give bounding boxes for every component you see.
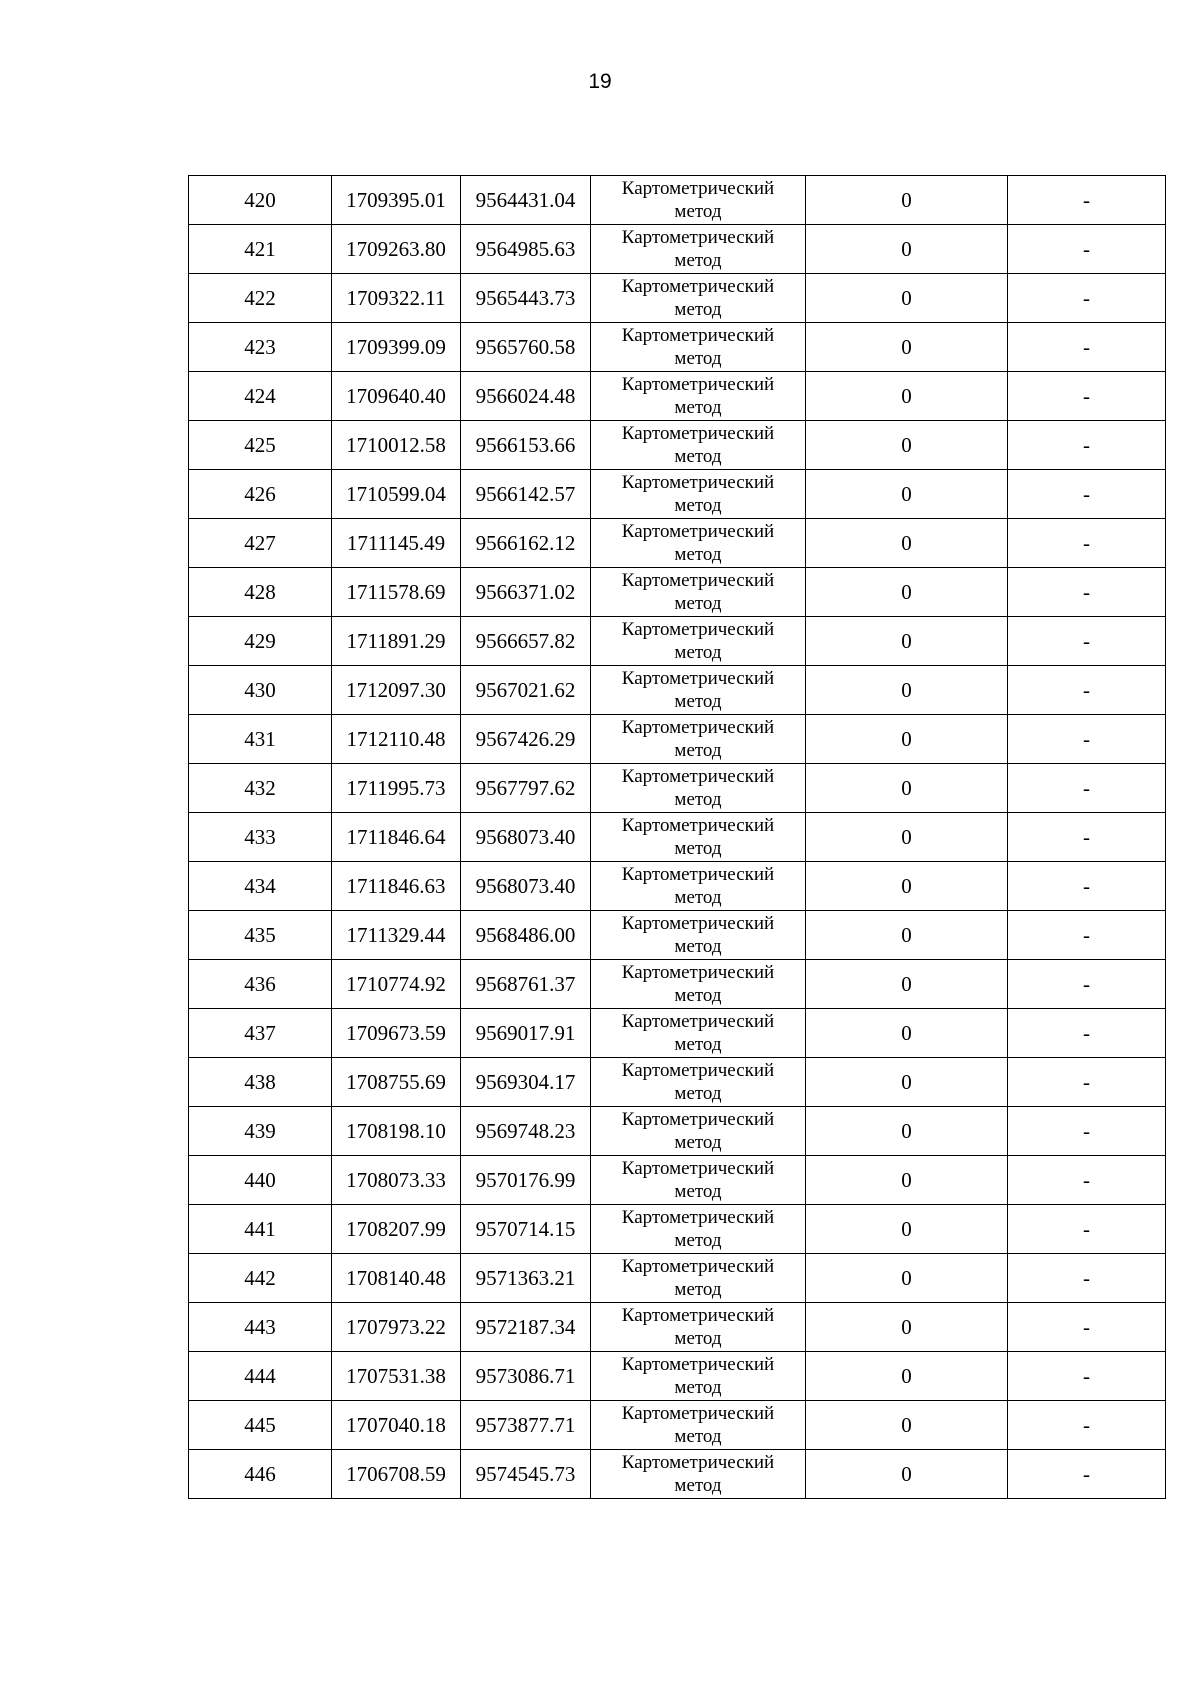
point-number-cell: 446 [189,1450,332,1499]
point-number-cell: 442 [189,1254,332,1303]
error-cell: 0 [806,1401,1008,1450]
x-coordinate-cell: 1712110.48 [332,715,461,764]
point-number-cell: 434 [189,862,332,911]
point-number-cell: 439 [189,1107,332,1156]
point-number-cell: 429 [189,617,332,666]
y-coordinate-cell: 9566371.02 [461,568,591,617]
method-cell [591,1401,806,1450]
method-line: метод [674,1377,722,1398]
table-row [189,1303,1166,1352]
method-cell [591,764,806,813]
table-row [189,1450,1166,1499]
note-cell: - [1008,421,1166,470]
note-cell: - [1008,715,1166,764]
method-cell [591,421,806,470]
method-line: Картометрический [621,276,775,297]
x-coordinate-cell: 1711846.63 [332,862,461,911]
y-coordinate-cell: 9573086.71 [461,1352,591,1401]
y-coordinate-cell: 9565760.58 [461,323,591,372]
point-number-cell: 437 [189,1009,332,1058]
method-line: метод [674,446,722,467]
x-coordinate-cell: 1710774.92 [332,960,461,1009]
method-line: Картометрический [621,1060,775,1081]
method-cell [591,1156,806,1205]
method-line: Картометрический [621,766,775,787]
table-row [189,960,1166,1009]
method-line: Картометрический [621,1011,775,1032]
table-row [189,372,1166,421]
method-line: метод [674,642,722,663]
x-coordinate-cell: 1709640.40 [332,372,461,421]
note-cell: - [1008,519,1166,568]
error-cell: 0 [806,568,1008,617]
y-coordinate-cell: 9574545.73 [461,1450,591,1499]
table-row [189,862,1166,911]
x-coordinate-cell: 1708755.69 [332,1058,461,1107]
error-cell: 0 [806,421,1008,470]
table-row [189,764,1166,813]
method-line: метод [674,348,722,369]
table-row [189,470,1166,519]
error-cell: 0 [806,1156,1008,1205]
note-cell: - [1008,372,1166,421]
method-cell [591,225,806,274]
method-line: метод [674,1475,722,1496]
y-coordinate-cell: 9573877.71 [461,1401,591,1450]
method-cell [591,1254,806,1303]
method-cell [591,1107,806,1156]
error-cell: 0 [806,1303,1008,1352]
x-coordinate-cell: 1708073.33 [332,1156,461,1205]
method-line: метод [674,1230,722,1251]
error-cell: 0 [806,862,1008,911]
note-cell: - [1008,274,1166,323]
point-number-cell: 432 [189,764,332,813]
point-number-cell: 423 [189,323,332,372]
method-line: метод [674,544,722,565]
coordinates-table-body [189,176,1166,1499]
method-cell [591,1058,806,1107]
note-cell: - [1008,1156,1166,1205]
error-cell: 0 [806,519,1008,568]
note-cell: - [1008,1107,1166,1156]
note-cell: - [1008,1009,1166,1058]
method-line: Картометрический [621,521,775,542]
method-line: метод [674,691,722,712]
x-coordinate-cell: 1706708.59 [332,1450,461,1499]
table-row [189,176,1166,225]
error-cell: 0 [806,176,1008,225]
error-cell: 0 [806,470,1008,519]
method-line: метод [674,740,722,761]
table-row [189,1254,1166,1303]
method-line: Картометрический [621,1109,775,1130]
table-row [189,274,1166,323]
point-number-cell: 422 [189,274,332,323]
method-line: метод [674,1328,722,1349]
method-line: метод [674,593,722,614]
point-number-cell: 443 [189,1303,332,1352]
method-line: метод [674,495,722,516]
x-coordinate-cell: 1707973.22 [332,1303,461,1352]
method-line: метод [674,838,722,859]
method-line: Картометрический [621,374,775,395]
point-number-cell: 433 [189,813,332,862]
note-cell: - [1008,911,1166,960]
method-line: Картометрический [621,668,775,689]
x-coordinate-cell: 1708207.99 [332,1205,461,1254]
method-cell [591,960,806,1009]
y-coordinate-cell: 9570176.99 [461,1156,591,1205]
method-line: метод [674,1426,722,1447]
method-line: Картометрический [621,619,775,640]
method-cell [591,568,806,617]
method-line: Картометрический [621,1452,775,1473]
x-coordinate-cell: 1708140.48 [332,1254,461,1303]
method-cell [591,813,806,862]
error-cell: 0 [806,1205,1008,1254]
note-cell: - [1008,617,1166,666]
method-cell [591,862,806,911]
x-coordinate-cell: 1710012.58 [332,421,461,470]
y-coordinate-cell: 9567021.62 [461,666,591,715]
method-cell [591,176,806,225]
method-line: Картометрический [621,1305,775,1326]
method-line: метод [674,789,722,810]
y-coordinate-cell: 9569748.23 [461,1107,591,1156]
method-line: метод [674,250,722,271]
y-coordinate-cell: 9566153.66 [461,421,591,470]
table-row [189,1107,1166,1156]
y-coordinate-cell: 9566142.57 [461,470,591,519]
method-line: Картометрический [621,913,775,934]
method-line: Картометрический [621,1256,775,1277]
y-coordinate-cell: 9570714.15 [461,1205,591,1254]
x-coordinate-cell: 1711578.69 [332,568,461,617]
error-cell: 0 [806,666,1008,715]
note-cell: - [1008,1450,1166,1499]
method-line: метод [674,1083,722,1104]
point-number-cell: 428 [189,568,332,617]
note-cell: - [1008,470,1166,519]
note-cell: - [1008,568,1166,617]
note-cell: - [1008,666,1166,715]
y-coordinate-cell: 9568761.37 [461,960,591,1009]
x-coordinate-cell: 1710599.04 [332,470,461,519]
x-coordinate-cell: 1711995.73 [332,764,461,813]
method-line: метод [674,299,722,320]
method-line: Картометрический [621,325,775,346]
point-number-cell: 425 [189,421,332,470]
method-line: метод [674,1181,722,1202]
note-cell: - [1008,1303,1166,1352]
note-cell: - [1008,176,1166,225]
point-number-cell: 420 [189,176,332,225]
method-line: Картометрический [621,962,775,983]
method-cell [591,372,806,421]
method-line: Картометрический [621,1354,775,1375]
y-coordinate-cell: 9568073.40 [461,862,591,911]
y-coordinate-cell: 9571363.21 [461,1254,591,1303]
point-number-cell: 441 [189,1205,332,1254]
method-line: метод [674,1132,722,1153]
x-coordinate-cell: 1709399.09 [332,323,461,372]
point-number-cell: 421 [189,225,332,274]
error-cell: 0 [806,372,1008,421]
table-row [189,519,1166,568]
table-row [189,1205,1166,1254]
y-coordinate-cell: 9568073.40 [461,813,591,862]
method-line: метод [674,887,722,908]
method-line: Картометрический [621,717,775,738]
method-cell [591,274,806,323]
table-row [189,323,1166,372]
x-coordinate-cell: 1711329.44 [332,911,461,960]
error-cell: 0 [806,960,1008,1009]
y-coordinate-cell: 9566657.82 [461,617,591,666]
method-cell [591,715,806,764]
error-cell: 0 [806,1009,1008,1058]
error-cell: 0 [806,617,1008,666]
method-line: Картометрический [621,178,775,199]
method-line: Картометрический [621,227,775,248]
y-coordinate-cell: 9569304.17 [461,1058,591,1107]
table-row [189,1009,1166,1058]
method-line: метод [674,1034,722,1055]
table-row [189,1058,1166,1107]
error-cell: 0 [806,274,1008,323]
y-coordinate-cell: 9567426.29 [461,715,591,764]
point-number-cell: 440 [189,1156,332,1205]
x-coordinate-cell: 1707040.18 [332,1401,461,1450]
error-cell: 0 [806,1058,1008,1107]
point-number-cell: 427 [189,519,332,568]
y-coordinate-cell: 9568486.00 [461,911,591,960]
y-coordinate-cell: 9564985.63 [461,225,591,274]
x-coordinate-cell: 1709322.11 [332,274,461,323]
method-cell [591,666,806,715]
y-coordinate-cell: 9566162.12 [461,519,591,568]
error-cell: 0 [806,813,1008,862]
table-row [189,617,1166,666]
y-coordinate-cell: 9569017.91 [461,1009,591,1058]
table-row [189,568,1166,617]
method-cell [591,519,806,568]
error-cell: 0 [806,1107,1008,1156]
note-cell: - [1008,1352,1166,1401]
method-line: метод [674,985,722,1006]
note-cell: - [1008,1254,1166,1303]
table-row [189,666,1166,715]
point-number-cell: 424 [189,372,332,421]
note-cell: - [1008,764,1166,813]
error-cell: 0 [806,1352,1008,1401]
table-row [189,1401,1166,1450]
y-coordinate-cell: 9567797.62 [461,764,591,813]
point-number-cell: 436 [189,960,332,1009]
method-line: Картометрический [621,815,775,836]
table-row [189,715,1166,764]
point-number-cell: 426 [189,470,332,519]
method-cell [591,1303,806,1352]
method-line: метод [674,397,722,418]
method-cell [591,323,806,372]
method-cell [591,1450,806,1499]
method-line: Картометрический [621,1207,775,1228]
method-line: Картометрический [621,1158,775,1179]
point-number-cell: 445 [189,1401,332,1450]
table-row [189,421,1166,470]
note-cell: - [1008,225,1166,274]
method-line: метод [674,1279,722,1300]
note-cell: - [1008,1205,1166,1254]
method-cell [591,1009,806,1058]
error-cell: 0 [806,1254,1008,1303]
error-cell: 0 [806,911,1008,960]
x-coordinate-cell: 1711846.64 [332,813,461,862]
method-line: метод [674,201,722,222]
error-cell: 0 [806,715,1008,764]
point-number-cell: 435 [189,911,332,960]
point-number-cell: 444 [189,1352,332,1401]
method-cell [591,1352,806,1401]
error-cell: 0 [806,323,1008,372]
x-coordinate-cell: 1708198.10 [332,1107,461,1156]
x-coordinate-cell: 1707531.38 [332,1352,461,1401]
method-line: метод [674,936,722,957]
x-coordinate-cell: 1709395.01 [332,176,461,225]
method-cell [591,617,806,666]
method-cell [591,911,806,960]
method-line: Картометрический [621,1403,775,1424]
y-coordinate-cell: 9566024.48 [461,372,591,421]
point-number-cell: 438 [189,1058,332,1107]
table-row [189,1156,1166,1205]
point-number-cell: 430 [189,666,332,715]
method-line: Картометрический [621,423,775,444]
y-coordinate-cell: 9565443.73 [461,274,591,323]
table-row [189,813,1166,862]
error-cell: 0 [806,764,1008,813]
x-coordinate-cell: 1709673.59 [332,1009,461,1058]
method-line: Картометрический [621,570,775,591]
y-coordinate-cell: 9564431.04 [461,176,591,225]
table-row [189,225,1166,274]
error-cell: 0 [806,1450,1008,1499]
x-coordinate-cell: 1709263.80 [332,225,461,274]
table-row [189,911,1166,960]
note-cell: - [1008,1058,1166,1107]
note-cell: - [1008,960,1166,1009]
note-cell: - [1008,323,1166,372]
point-number-cell: 431 [189,715,332,764]
x-coordinate-cell: 1711145.49 [332,519,461,568]
note-cell: - [1008,1401,1166,1450]
x-coordinate-cell: 1711891.29 [332,617,461,666]
error-cell: 0 [806,225,1008,274]
note-cell: - [1008,813,1166,862]
y-coordinate-cell: 9572187.34 [461,1303,591,1352]
method-line: Картометрический [621,864,775,885]
coordinates-table [188,175,1166,1499]
method-line: Картометрический [621,472,775,493]
method-cell [591,1205,806,1254]
page-number: 19 [588,70,612,93]
method-cell [591,470,806,519]
note-cell: - [1008,862,1166,911]
x-coordinate-cell: 1712097.30 [332,666,461,715]
table-row [189,1352,1166,1401]
